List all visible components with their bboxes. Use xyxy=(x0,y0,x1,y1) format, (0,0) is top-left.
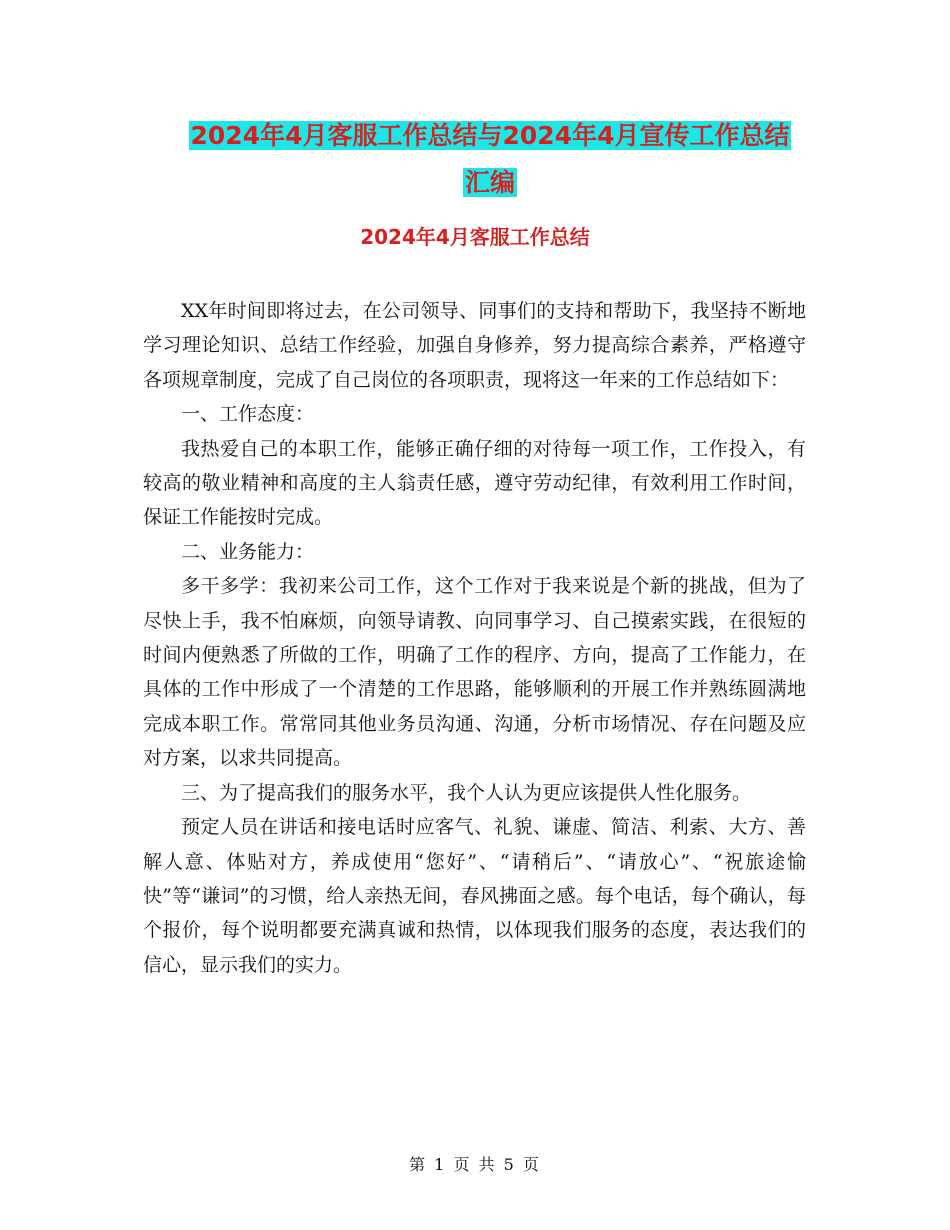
paragraph: 一、工作态度： xyxy=(181,403,315,426)
document-body xyxy=(143,294,806,982)
document-title-line-1: 2024年4月客服工作总结与2024年4月宣传工作总结 xyxy=(190,121,790,150)
paragraph: 预定人员在讲话和接电话时应客气、礼貌、谦虚、简洁、利索、大方、善解人意、体贴对方，养成使用“您好”、“请稍后”、“请放心”、“祝旅途愉快”等“谦词”的习惯，给人亲热无间，春风拂面之感。每个电话，每个确认，每个报价，每个说明都要充满真诚和热情，以体现我们服务的态度，表达我们的信心，显示我们的实力。 xyxy=(143,816,806,976)
paragraph: 我热爱自己的本职工作，能够正确仔细的对待每一项工作，工作投入，有较高的敬业精神和高度的主人翁责任感，遵守劳动纪律，有效利用工作时间，保证工作能按时完成。 xyxy=(143,437,806,529)
paragraph: XX年时间即将过去，在公司领导、同事们的支持和帮助下，我坚持不断地学习理论知识、总结工作经验，加强自身修养，努力提高综合素养，严格遵守各项规章制度，完成了自己岗位的各项职责，现将这一年来的工作总结如下： xyxy=(143,300,806,391)
paragraph: 二、业务能力： xyxy=(181,540,315,563)
paragraph: 三、为了提高我们的服务水平，我个人认为更应该提供人性化服务。 xyxy=(181,781,752,804)
document-title xyxy=(140,112,840,206)
document-title-line-2: 汇编 xyxy=(464,168,515,197)
section-title: 2024年4月客服工作总结 xyxy=(360,225,590,249)
paragraph: 多干多学：我初来公司工作，这个工作对于我来说是个新的挑战，但为了尽快上手，我不怕麻烦，向领导请教、向同事学习、自己摸索实践，在很短的时间内便熟悉了所做的工作，明确了工作的程序、方向，提高了工作能力，在具体的工作中形成了一个清楚的工作思路，能够顺利的开展工作并熟练圆满地完成本职工作。常常同其他业务员沟通、沟通，分析市场情况、存在问题及应对方案，以求共同提高。 xyxy=(143,575,806,770)
page-footer: 第 1 页 共 5 页 xyxy=(409,1155,541,1174)
